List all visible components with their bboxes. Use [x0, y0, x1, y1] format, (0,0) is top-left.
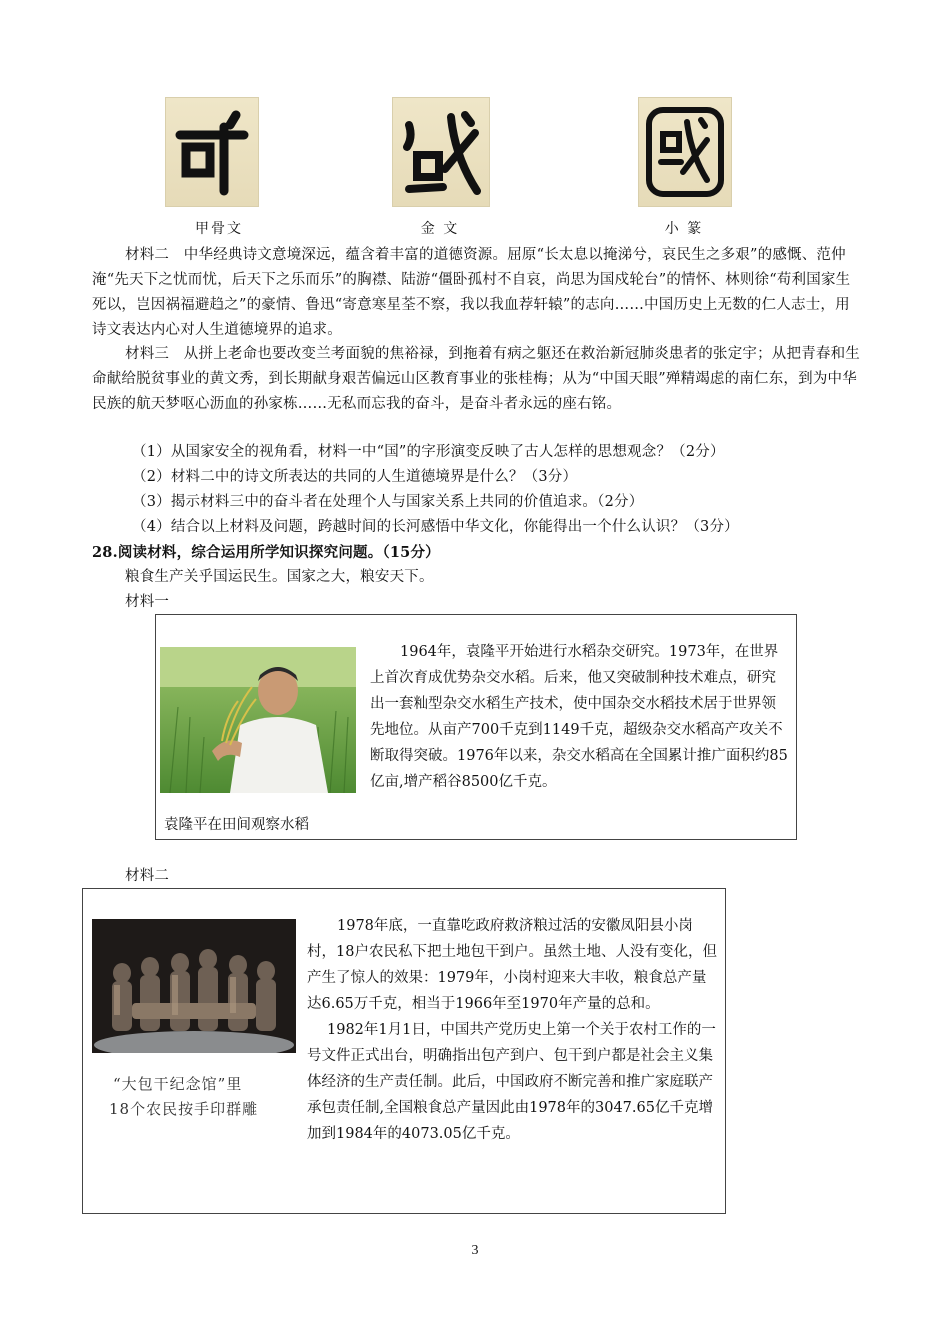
question-4: （4）结合以上材料及问题，跨越时间的长河感悟中华文化，你能得出一个什么认识？（3分） — [132, 519, 739, 535]
small-seal-caption: 小 篆 — [664, 221, 704, 237]
question-28-intro: 粮食生产关乎国运民生。国家之大，粮安天下。 — [125, 569, 434, 585]
material-two-caption-line1: “大包干纪念馆”里 — [113, 1075, 243, 1093]
material-two-paragraph-1: 1978年底，一直靠吃政府救济粮过活的安徽凤阳县小岗村，18户农民私下把土地包干到户。虽然土地、人没有变化，但产生了惊人的效果：1979年，小岗村迎来大丰收，粮食总产量达6.65万千克，相当于1966年至1970年产量的总和。 — [307, 918, 717, 1012]
page-number: 3 — [471, 1243, 479, 1258]
material-two-box — [82, 888, 726, 1214]
material-two-label: 材料二 — [125, 868, 170, 884]
bronze-guo-glyph — [392, 97, 490, 207]
material-one-caption: 袁隆平在田间观察水稻 — [164, 817, 309, 833]
question-28-title: 28.阅读材料，综合运用所学知识探究问题。（15分） — [92, 544, 440, 561]
oracle-bone-caption: 甲骨文 — [195, 221, 243, 237]
small-seal-guo-glyph — [638, 97, 732, 207]
sculpture-photo — [92, 919, 296, 1053]
question-3: （3）揭示材料三中的奋斗者在处理个人与国家关系上共同的价值追求。（2分） — [132, 494, 644, 510]
material-one-box — [155, 614, 797, 840]
question-2: （2）材料二中的诗文所表达的共同的人生道德境界是什么？（3分） — [132, 469, 578, 485]
yuan-longping-photo — [160, 647, 356, 793]
bronze-caption: 金 文 — [420, 221, 460, 237]
oracle-bone-guo-glyph — [165, 97, 259, 207]
material-two-text — [307, 913, 717, 1147]
material-three-text: 材料三 从拼上老命也要改变兰考面貌的焦裕禄，到拖着有病之躯还在救治新冠肺炎患者的张定宇；从把青春和生命献给脱贫事业的黄文秀，到长期献身艰苦偏远山区教育事业的张桂梅；从为“中国天眼”殚精竭虑的南仁东，到为中华民族的航天梦呕心沥血的孙家栋……无私而忘我的奋斗，是奋斗者永远的座右铭。 — [92, 346, 860, 412]
material-two-paragraph-2: 1982年1月1日，中国共产党历史上第一个关于农村工作的一号文件正式出台，明确指出包产到户、包干到户都是社会主义集体经济的生产责任制。此后，中国政府不断完善和推广家庭联产承包责任制,全国粮食总产量因此由1978年的3047.65亿千克增加到1984年的4073.05亿千克。 — [307, 1022, 716, 1142]
material-two-text: 材料二 中华经典诗文意境深远，蕴含着丰富的道德资源。屈原“长太息以掩涕兮，哀民生之多艰”的感慨、范仲淹“先天下之忧而忧，后天下之乐而乐”的胸襟、陆游“僵卧孤村不自哀，尚思为国戍轮台”的情怀、林则徐“苟利国家生死以，岂因祸福避趋之”的豪情、鲁迅“寄意寒星荃不察，我以我血荐轩辕”的志向……中国历史上无数的仁人志士，用诗文表达内心对人生道德境界的追求。 — [92, 247, 851, 338]
question-1: （1）从国家安全的视角看，材料一中“国”的字形演变反映了古人怎样的思想观念？（2分） — [132, 444, 725, 460]
material-one-label: 材料一 — [125, 594, 170, 610]
material-one-text: 1964年，袁隆平开始进行水稻杂交研究。1973年，在世界上首次育成优势杂交水稻。后来，他又突破制种技术难点，研究出一套籼型杂交水稻生产技术，使中国杂交水稻技术居于世界领先地位。从亩产700千克到1149千克，超级杂交水稻高产攻关不断取得突破。1976年以来，杂交水稻高在全国累计推广面积约85亿亩,增产稻谷8500亿千克。 — [370, 644, 788, 790]
material-two-caption-line2: 18个农民按手印群雕 — [109, 1100, 259, 1118]
